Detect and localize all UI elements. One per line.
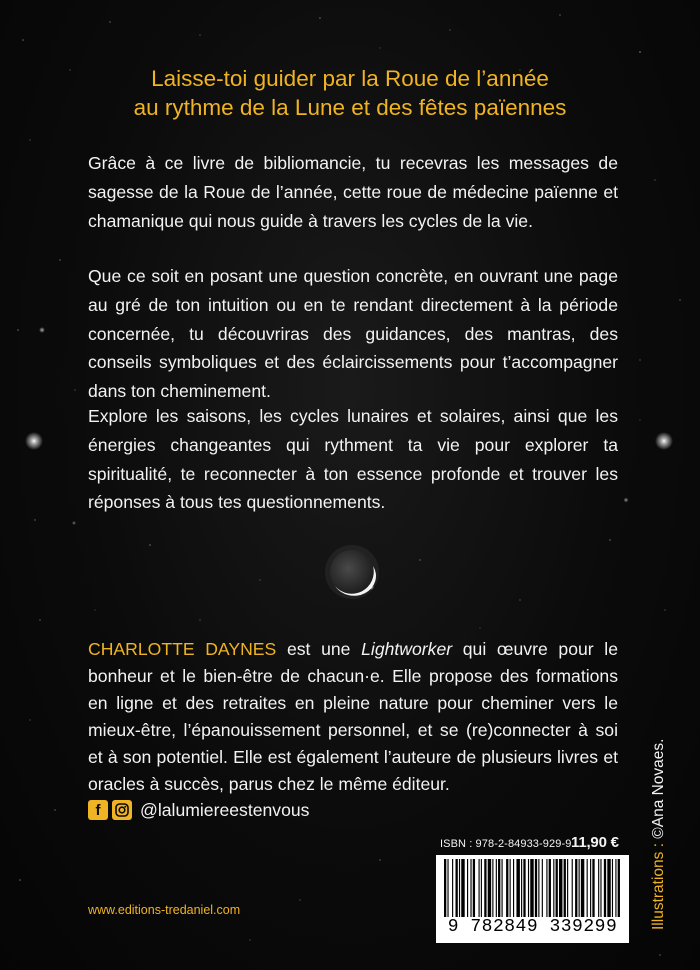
- barcode-bar: [590, 859, 591, 917]
- barcode-bar: [579, 859, 580, 917]
- barcode-bar: [502, 859, 503, 917]
- price-label: 11,90 €: [571, 834, 619, 851]
- barcode-bar: [618, 859, 620, 917]
- barcode-bar: [516, 859, 519, 917]
- paragraph-explore: Explore les saisons, les cycles lunaires et solaires, ainsi que les énergies changeantes qui rythment ta vie pour explorer ta spiritualité, te reconnecter à ton essence profonde et trouver les réponses à tous tes questionnements.: [88, 406, 618, 513]
- author-bio-text-2: qui œuvre pour le bonheur et le bien-être de chacun·e. Elle propose des formations en ligne et des retraites en pleine nature pour cheminer vers le mieux-être, l’épanouissement personnel, et se (re)connecter à soi et à son potentiel. Elle est également l’auteure de plusieurs livres et oracles à succès, parus chez le même éditeur.: [88, 639, 619, 794]
- barcode-bar: [484, 859, 486, 917]
- barcode-bar: [528, 859, 529, 917]
- barcode-bar: [542, 859, 543, 917]
- barcode-bar: [567, 859, 568, 917]
- headline-line-1: Laisse-toi guider par la Roue de l’année: [151, 66, 549, 91]
- barcode-bar: [553, 859, 554, 917]
- barcode-bar: [538, 859, 539, 917]
- barcode: [436, 855, 629, 943]
- author-name: CHARLOTTE DAYNES: [88, 639, 277, 659]
- barcode-bar: [496, 859, 497, 917]
- barcode-digits: 9 782849 339299: [447, 917, 618, 937]
- barcode-bar: [530, 859, 533, 917]
- barcode-bar: [513, 859, 514, 917]
- barcode-bar: [452, 859, 453, 917]
- barcode-bar: [535, 859, 537, 917]
- barcode-bar: [470, 859, 471, 917]
- credit-name: ©Ana Novaes.: [650, 738, 667, 839]
- barcode-bar: [510, 859, 511, 917]
- barcode-bars: [444, 859, 621, 919]
- barcode-bar: [461, 859, 464, 917]
- barcode-bar: [492, 859, 493, 917]
- barcode-bar: [521, 859, 522, 917]
- headline-line-2: au rythme de la Lune et des fêtes païennes: [133, 95, 567, 120]
- barcode-bar: [479, 859, 480, 917]
- author-bio: [88, 636, 618, 798]
- barcode-bar: [456, 859, 458, 917]
- barcode-bar: [581, 859, 584, 917]
- barcode-bar: [459, 859, 460, 917]
- paragraph-method: Que ce soit en posant une question concrète, en ouvrant une page au gré de ton intuition ou en te rendant directement à la période concernée, tu découvriras des guidances, des mantras, des conseils symboliques et des éclaircissements pour t’accompagner dans ton cheminement.: [88, 266, 618, 402]
- barcode-bar: [447, 859, 448, 917]
- instagram-icon[interactable]: [112, 800, 132, 820]
- headline: [60, 64, 640, 122]
- barcode-bar: [481, 859, 482, 917]
- barcode-bar: [549, 859, 551, 917]
- barcode-bar: [612, 859, 613, 917]
- barcode-bar: [607, 859, 610, 917]
- barcode-bar: [523, 859, 525, 917]
- barcode-bar: [546, 859, 547, 917]
- barcode-bar: [488, 859, 491, 917]
- facebook-icon[interactable]: f: [88, 800, 108, 820]
- publisher-website[interactable]: www.editions-tredaniel.com: [88, 903, 241, 917]
- author-bio-text-1: est une: [276, 639, 362, 659]
- barcode-bar: [444, 859, 446, 917]
- barcode-bar: [556, 859, 558, 917]
- barcode-bar: [572, 859, 573, 917]
- barcode-bar: [575, 859, 577, 917]
- barcode-bar: [600, 859, 601, 917]
- isbn-label: ISBN : 978-2-84933-929-9: [440, 838, 572, 850]
- barcode-bar: [592, 859, 594, 917]
- author-bio-italic: Lightworker: [361, 639, 453, 659]
- barcode-bar: [473, 859, 475, 917]
- barcode-bar: [598, 859, 599, 917]
- crescent-moon: [325, 545, 379, 599]
- credit-label: Illustrations :: [650, 838, 667, 930]
- barcode-bar: [498, 859, 500, 917]
- barcode-bar: [506, 859, 508, 917]
- barcode-bar: [564, 859, 566, 917]
- social-links: [88, 798, 309, 822]
- barcode-bar: [615, 859, 616, 917]
- barcode-bar: [559, 859, 562, 917]
- barcode-bar: [467, 859, 468, 917]
- social-handle[interactable]: @lalumiereestenvous: [140, 799, 310, 820]
- barcode-bar: [604, 859, 606, 917]
- barcode-bar: [587, 859, 588, 917]
- illustration-credit: [650, 739, 668, 930]
- paragraph-intro: Grâce à ce livre de bibliomancie, tu recevras les messages de sagesse de la Roue de l’année, cette roue de médecine païenne et chamanique qui nous guide à travers les cycles de la vie.: [88, 153, 618, 231]
